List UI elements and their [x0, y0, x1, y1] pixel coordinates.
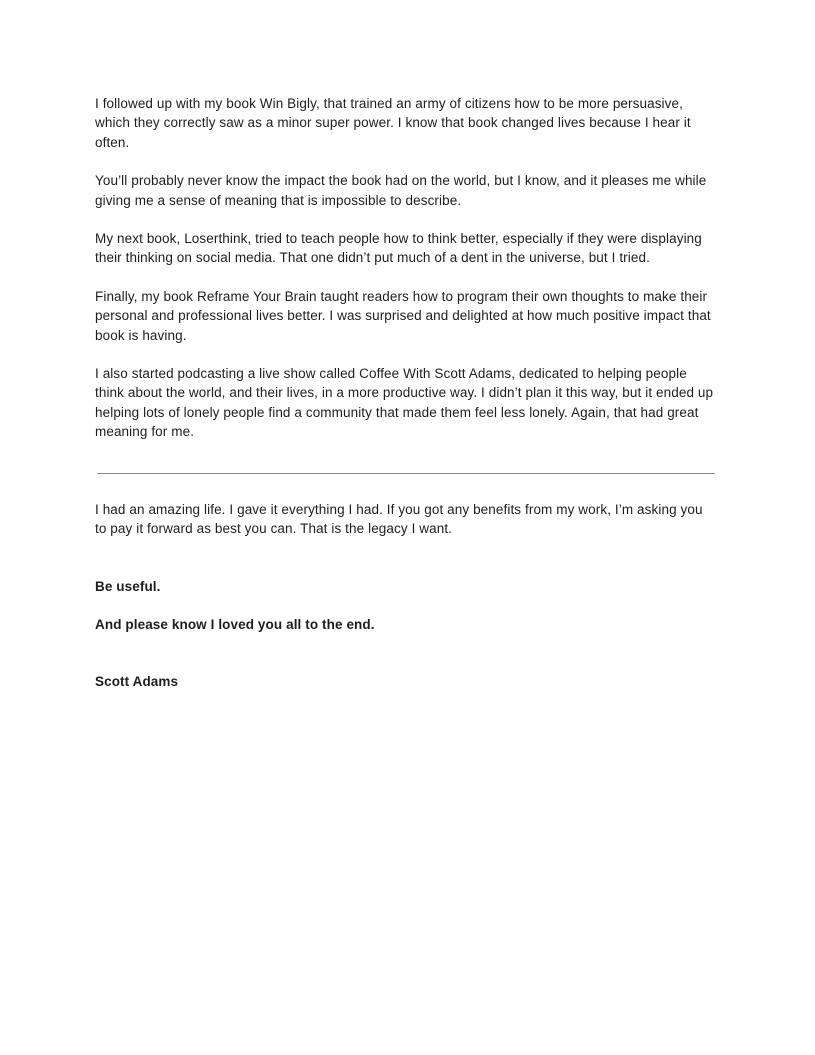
emphasis-line-loved-you: And please know I loved you all to the end. — [95, 616, 375, 632]
paragraph-loserthink: My next book, Loserthink, tried to teach people how to think better, especially if they were displaying their thinking on social media. That one didn’t put much of a dent in the universe, but I tried. — [95, 231, 702, 266]
section-divider — [97, 473, 715, 474]
signature: Scott Adams — [95, 674, 179, 690]
emphasis-line-be-useful: Be useful. — [95, 578, 161, 594]
paragraph-impact: You’ll probably never know the impact the book had on the world, but I know, and it pleases me while giving me a sense of meaning that is impossible to describe. — [95, 173, 707, 208]
paragraph-win-bigly: I followed up with my book Win Bigly, that trained an army of citizens how to be more persuasive, which they correctly saw as a minor super power. I know that book changed lives because I hear it often. — [95, 96, 691, 150]
closing-paragraph: I had an amazing life. I gave it everything I had. If you got any benefits from my work, I’m asking you to pay it forward as best you can. That is the legacy I want. — [95, 501, 703, 537]
document-page — [95, 94, 716, 711]
paragraph-podcasting: I also started podcasting a live show called Coffee With Scott Adams, dedicated to helping people think about the world, and their lives, in a more productive way. I didn’t plan it this way, but it ended up helping lots of lonely people find a community that made them feel less lonely. Again, that had great meaning for me. — [95, 366, 714, 440]
paragraph-reframe-your-brain: Finally, my book Reframe Your Brain taught readers how to program their own thoughts to make their personal and professional lives better. I was surprised and delighted at how much positive impact that book is having. — [95, 288, 711, 343]
